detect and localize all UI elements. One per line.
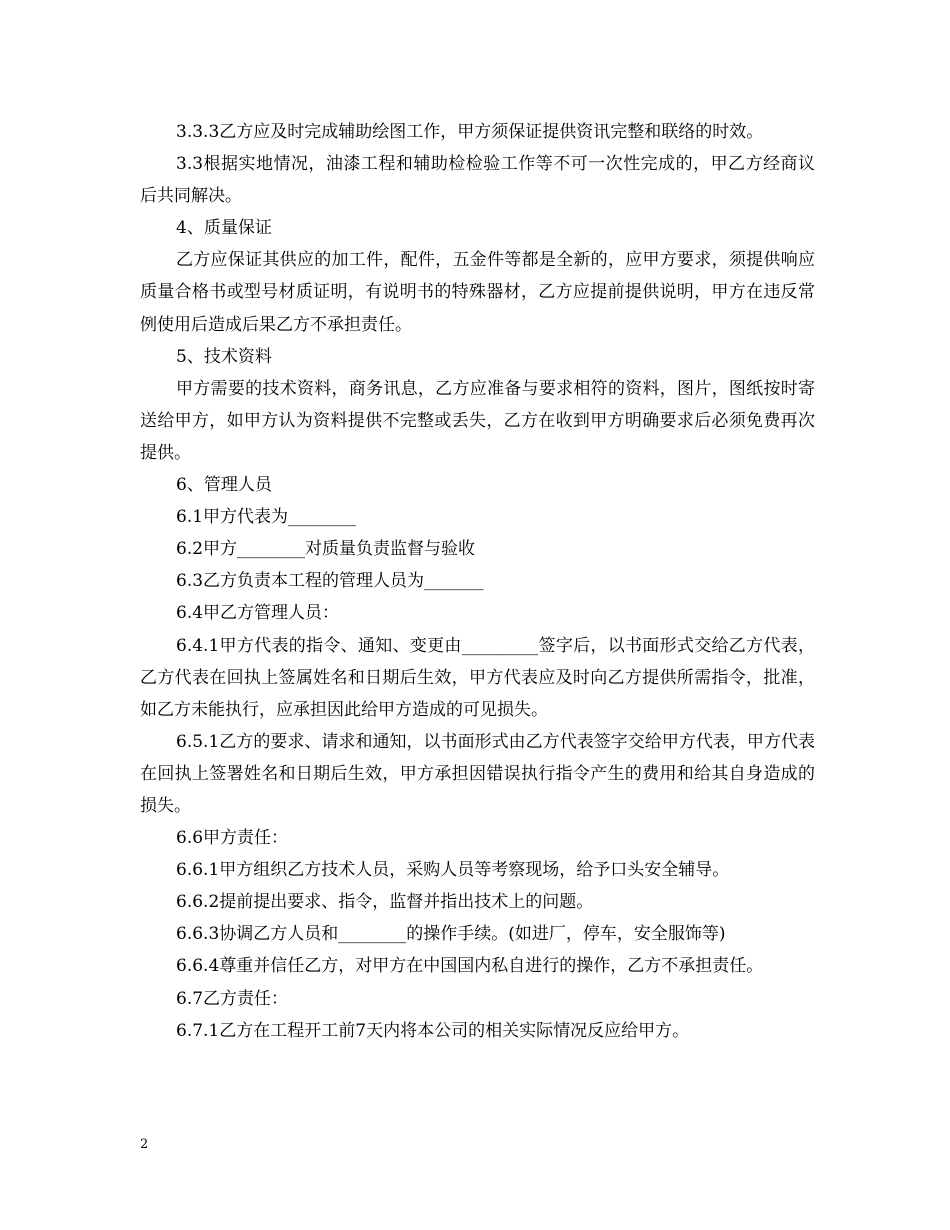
paragraph-6-2: 6.2甲方________对质量负责监督与验收 [176, 539, 476, 560]
paragraph-quality: 乙方应保证其供应的加工件，配件，五金件等都是全新的，应甲方要求，须提供响应质量合格书或型号材质证明，有说明书的特殊器材，乙方应提前提供说明，甲方在违反常例使用后造成后果乙方不承担责任。 [140, 250, 815, 335]
paragraph-6-1: 6.1甲方代表为________ [176, 507, 357, 528]
section-heading-quality: 4、质量保证 [176, 218, 272, 239]
paragraph-6-3: 6.3乙方负责本工程的管理人员为_______ [176, 571, 484, 592]
paragraph-6-7-1: 6.7.1乙方在工程开工前7天内将本公司的相关实际情况反应给甲方。 [176, 1020, 690, 1041]
paragraph-6-6-2: 6.6.2提前提出要求、指令，监督并指出技术上的问题。 [176, 892, 594, 913]
paragraph-6-6-4: 6.6.4尊重并信任乙方，对甲方在中国国内私自进行的操作，乙方不承担责任。 [176, 956, 764, 977]
paragraph-tech-docs: 甲方需要的技术资料，商务讯息，乙方应准备与要求相符的资料，图片，图纸按时寄送给甲方，如甲方认为资料提供不完整或丢失，乙方在收到甲方明确要求后必须免费再次提供。 [140, 378, 815, 463]
paragraph-6-4: 6.4甲乙方管理人员： [176, 603, 340, 624]
paragraph-6-6: 6.6甲方责任： [176, 828, 289, 849]
paragraph-6-7: 6.7乙方责任： [176, 988, 289, 1009]
paragraph-3-3: 3.3根据实地情况，油漆工程和辅助检检验工作等不可一次性完成的，甲乙方经商议后共同解决。 [140, 154, 815, 207]
paragraph-3-3-3: 3.3.3乙方应及时完成辅助绘图工作，甲方须保证提供资讯完整和联络的时效。 [176, 122, 764, 142]
section-heading-management: 6、管理人员 [176, 475, 272, 496]
page-number: 2 [140, 1137, 149, 1152]
document-body [140, 116, 815, 1047]
paragraph-6-6-3: 6.6.3协调乙方人员和________的操作手续。(如进厂，停车，安全服饰等) [176, 924, 726, 945]
section-heading-tech-docs: 5、技术资料 [176, 346, 272, 367]
paragraph-6-6-1: 6.6.1甲方组织乙方技术人员，采购人员等考察现场，给予口头安全辅导。 [176, 860, 730, 881]
paragraph-6-4-1: 6.4.1甲方代表的指令、通知、变更由_________签字后，以书面形式交给乙方代表，乙方代表在回执上签属姓名和日期后生效，甲方代表应及时向乙方提供所需指令，批准，如乙方未能执行，应承担因此给甲方造成的可见损失。 [140, 635, 815, 720]
paragraph-6-5-1: 6.5.1乙方的要求、请求和通知，以书面形式由乙方代表签字交给甲方代表，甲方代表在回执上签署姓名和日期后生效，甲方承担因错误执行指令产生的费用和给其自身造成的损失。 [140, 731, 815, 816]
